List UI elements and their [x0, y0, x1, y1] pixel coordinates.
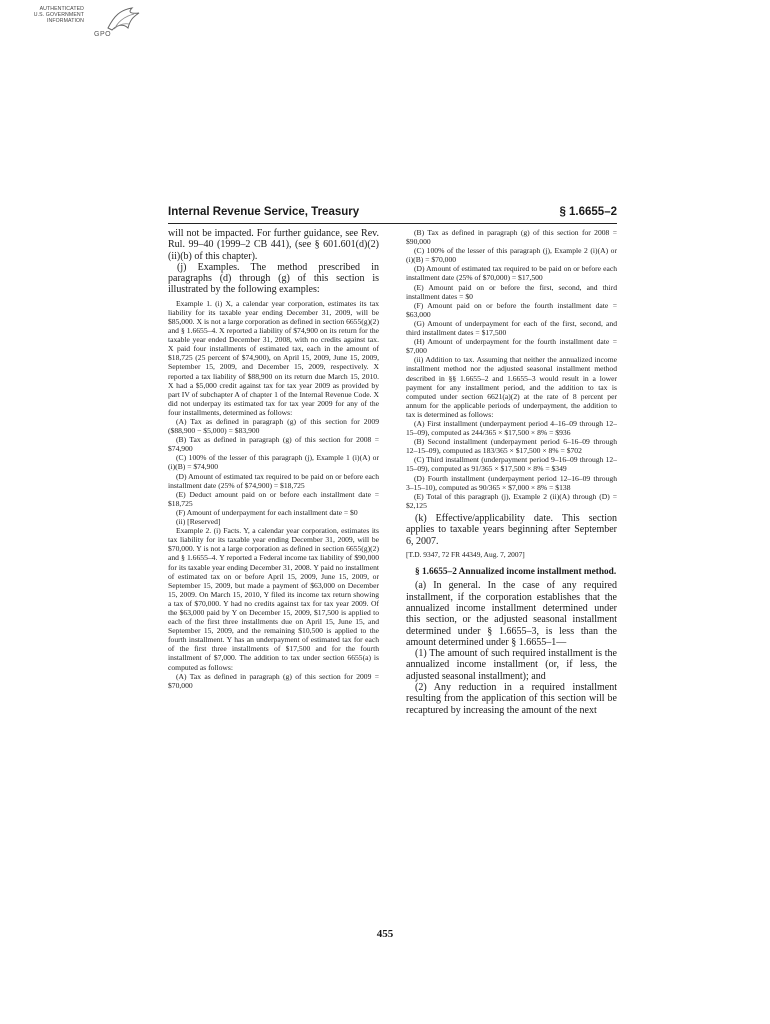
stamp-text: [4, 6, 84, 24]
body-paragraph: (2) Any reduction in a required installment resulting from the application of this section will be recaptured by increasing the amount of the next: [406, 682, 617, 716]
gpo-authentication-stamp: [2, 2, 148, 48]
example-paragraph: (F) Amount of underpayment for each installment date = $0: [176, 507, 358, 517]
body-paragraph: (1) The amount of such required installment is the annualized income installment (or, if less, the adjusted seasonal installment); and: [406, 648, 617, 682]
example-paragraph: (B) Tax as defined in paragraph (g) of this section for 2008 = $74,900: [168, 435, 379, 454]
left-text-column: [168, 228, 379, 922]
body-paragraph: (j) Examples. The method prescribed in paragraphs (d) through (g) of this section is illustrated by the following examples:: [168, 261, 379, 296]
example-paragraph: (F) Amount paid on or before the fourth installment date = $63,000: [406, 300, 617, 319]
example-paragraph: (D) Fourth installment (underpayment period 12–16–09 through 3–15–10), computed as 90/365 × $7,000 × 8% = $138: [406, 473, 617, 492]
right-text-column: [406, 228, 617, 922]
example-paragraph: (A) Tax as defined in paragraph (g) of this section for 2009 = $70,000: [168, 671, 379, 690]
running-header: [168, 205, 617, 224]
eagle-seal-icon: [106, 6, 142, 36]
stamp-line: U.S. GOVERNMENT: [33, 12, 84, 18]
example-paragraph: (B) Tax as defined in paragraph (g) of this section for 2008 = $90,000: [406, 228, 617, 247]
stamp-line: AUTHENTICATED: [39, 6, 84, 12]
example-paragraph: (D) Amount of estimated tax required to be paid on or before each installment date (25% of $70,000) = $17,500: [406, 264, 617, 283]
body-paragraph: will not be impacted. For further guidance, see Rev. Rul. 99–40 (1999–2 CB 441), (see § 601.601(d)(2)(ii)(b) of this chapter).: [168, 228, 379, 262]
example-paragraph: (ii) Addition to tax. Assuming that neither the annualized income installment method nor the adjusted seasonal installment method described in §§ 1.6655–2 and 1.6655–3 would result in a lower payment for any installment period, and the addition to tax is computed under section 6621(a)(2) at the rate of 8 percent per annum for the applicable periods of underpayment, the addition to tax is determined as follows:: [406, 355, 617, 419]
stamp-line: INFORMATION: [46, 18, 84, 24]
page-number: 455: [376, 928, 394, 940]
example-paragraph: (B) Second installment (underpayment period 6–16–09 through 12–15–09), computed as 183/365 × $17,500 × 8% = $702: [406, 437, 617, 456]
example-paragraph: (H) Amount of underpayment for the fourth installment date = $7,000: [406, 337, 617, 356]
example-paragraph: (C) Third installment (underpayment period 9–16–09 through 12–15–09), computed as 91/365 × $17,500 × 8% = $349: [406, 455, 617, 474]
example-paragraph: Example 1. (i) X, a calendar year corporation, estimates its tax liability for its taxable year ending December 31, 2009, will be $85,000. X is not a large corporation as defined in section 6655(g)(2) and § 1.6655–4. X reported a liability of $74,900 on its return for the taxable year ended December 31, 2008, with no credits against tax. X paid four installments of estimated tax, each in the amount of $18,725 (25 percent of $74,900), on April 15, 2009, June 15, 2009, September 15, 2009, and December 15, 2009, respectively. X reported a tax liability of $88,900 on its return due March 15, 2010. X had a $5,000 credit against tax for tax year 2009 as provided by part IV of subchapter A of chapter 1 of the Internal Revenue Code. X did not underpay its estimated tax for tax year 2009 for any of the four installments, determined as follows:: [168, 298, 379, 417]
header-section-number: § 1.6655–2: [559, 206, 617, 218]
example-paragraph: (A) Tax as defined in paragraph (g) of this section for 2009 ($88,900 − $5,000) = $83,900: [168, 417, 379, 436]
gpo-label: GPO: [94, 31, 112, 38]
body-paragraph: (k) Effective/applicability date. This section applies to taxable years beginning after September 6, 2007.: [406, 512, 617, 547]
citation: [T.D. 9347, 72 FR 44349, Aug. 7, 2007]: [406, 549, 525, 559]
example-paragraph: (E) Amount paid on or before the first, second, and third installment dates = $0: [406, 282, 617, 301]
body-paragraph: (a) In general. In the case of any required installment, if the corporation establishes that the annualized income installment determined under this section, or the adjusted seasonal installment determined under § 1.6655–3, is less than the amount determined under § 1.6655–1—: [406, 580, 617, 648]
section-heading: § 1.6655–2 Annualized income installment method.: [415, 566, 617, 577]
example-paragraph: (C) 100% of the lesser of this paragraph (j), Example 2 (i)(A) or (i)(B) = $70,000: [406, 246, 617, 265]
example-paragraph: (E) Total of this paragraph (j), Example 2 (ii)(A) through (D) = $2,125: [406, 491, 617, 510]
example-paragraph: Example 2. (i) Facts. Y, a calendar year corporation, estimates its tax liability for its taxable year ending December 31, 2009, will be $70,000. Y is not a large corporation as defined in section 6655(g)(2) and § 1.6655–4. Y reported a Federal income tax liability of $90,000 for its taxable year ending December 31, 2008. Y paid no installment of estimated tax on or before April 15, 2009, June 15, 2009, or September 15, 2009, but made a payment of $63,000 on December 15, 2009. On March 15, 2010, Y filed its income tax return showing a tax of $70,000. Y had no credits against tax for tax year 2009. Of the $63,000 paid by Y on December 15, 2009, $17,500 is applied to each of the first three installments due on April 15, June 15, and September 15, 2009, and the remaining $10,500 is applied to the fourth installment. Y has an underpayment of estimated tax for each of the first three installments of $17,500 and for the fourth installment of $7,000. The addition to tax under section 6655(a) is computed as follows:: [168, 526, 379, 672]
example-paragraph: (C) 100% of the lesser of this paragraph (j), Example 1 (i)(A) or (i)(B) = $74,900: [168, 453, 379, 472]
example-paragraph: (E) Deduct amount paid on or before each installment date = $18,725: [168, 489, 379, 508]
example-paragraph: (ii) [Reserved]: [176, 517, 221, 527]
example-paragraph: (A) First installment (underpayment period 4–16–09 through 12–15–09), computed as 244/365 × $17,500 × 8% = $936: [406, 418, 617, 438]
example-paragraph: (D) Amount of estimated tax required to be paid on or before each installment date (25% of $74,900) = $18,725: [168, 471, 379, 490]
example-paragraph: (G) Amount of underpayment for each of the first, second, and third installment dates = $17,500: [406, 318, 617, 338]
spacer: [406, 559, 617, 567]
header-agency: Internal Revenue Service, Treasury: [168, 206, 360, 218]
